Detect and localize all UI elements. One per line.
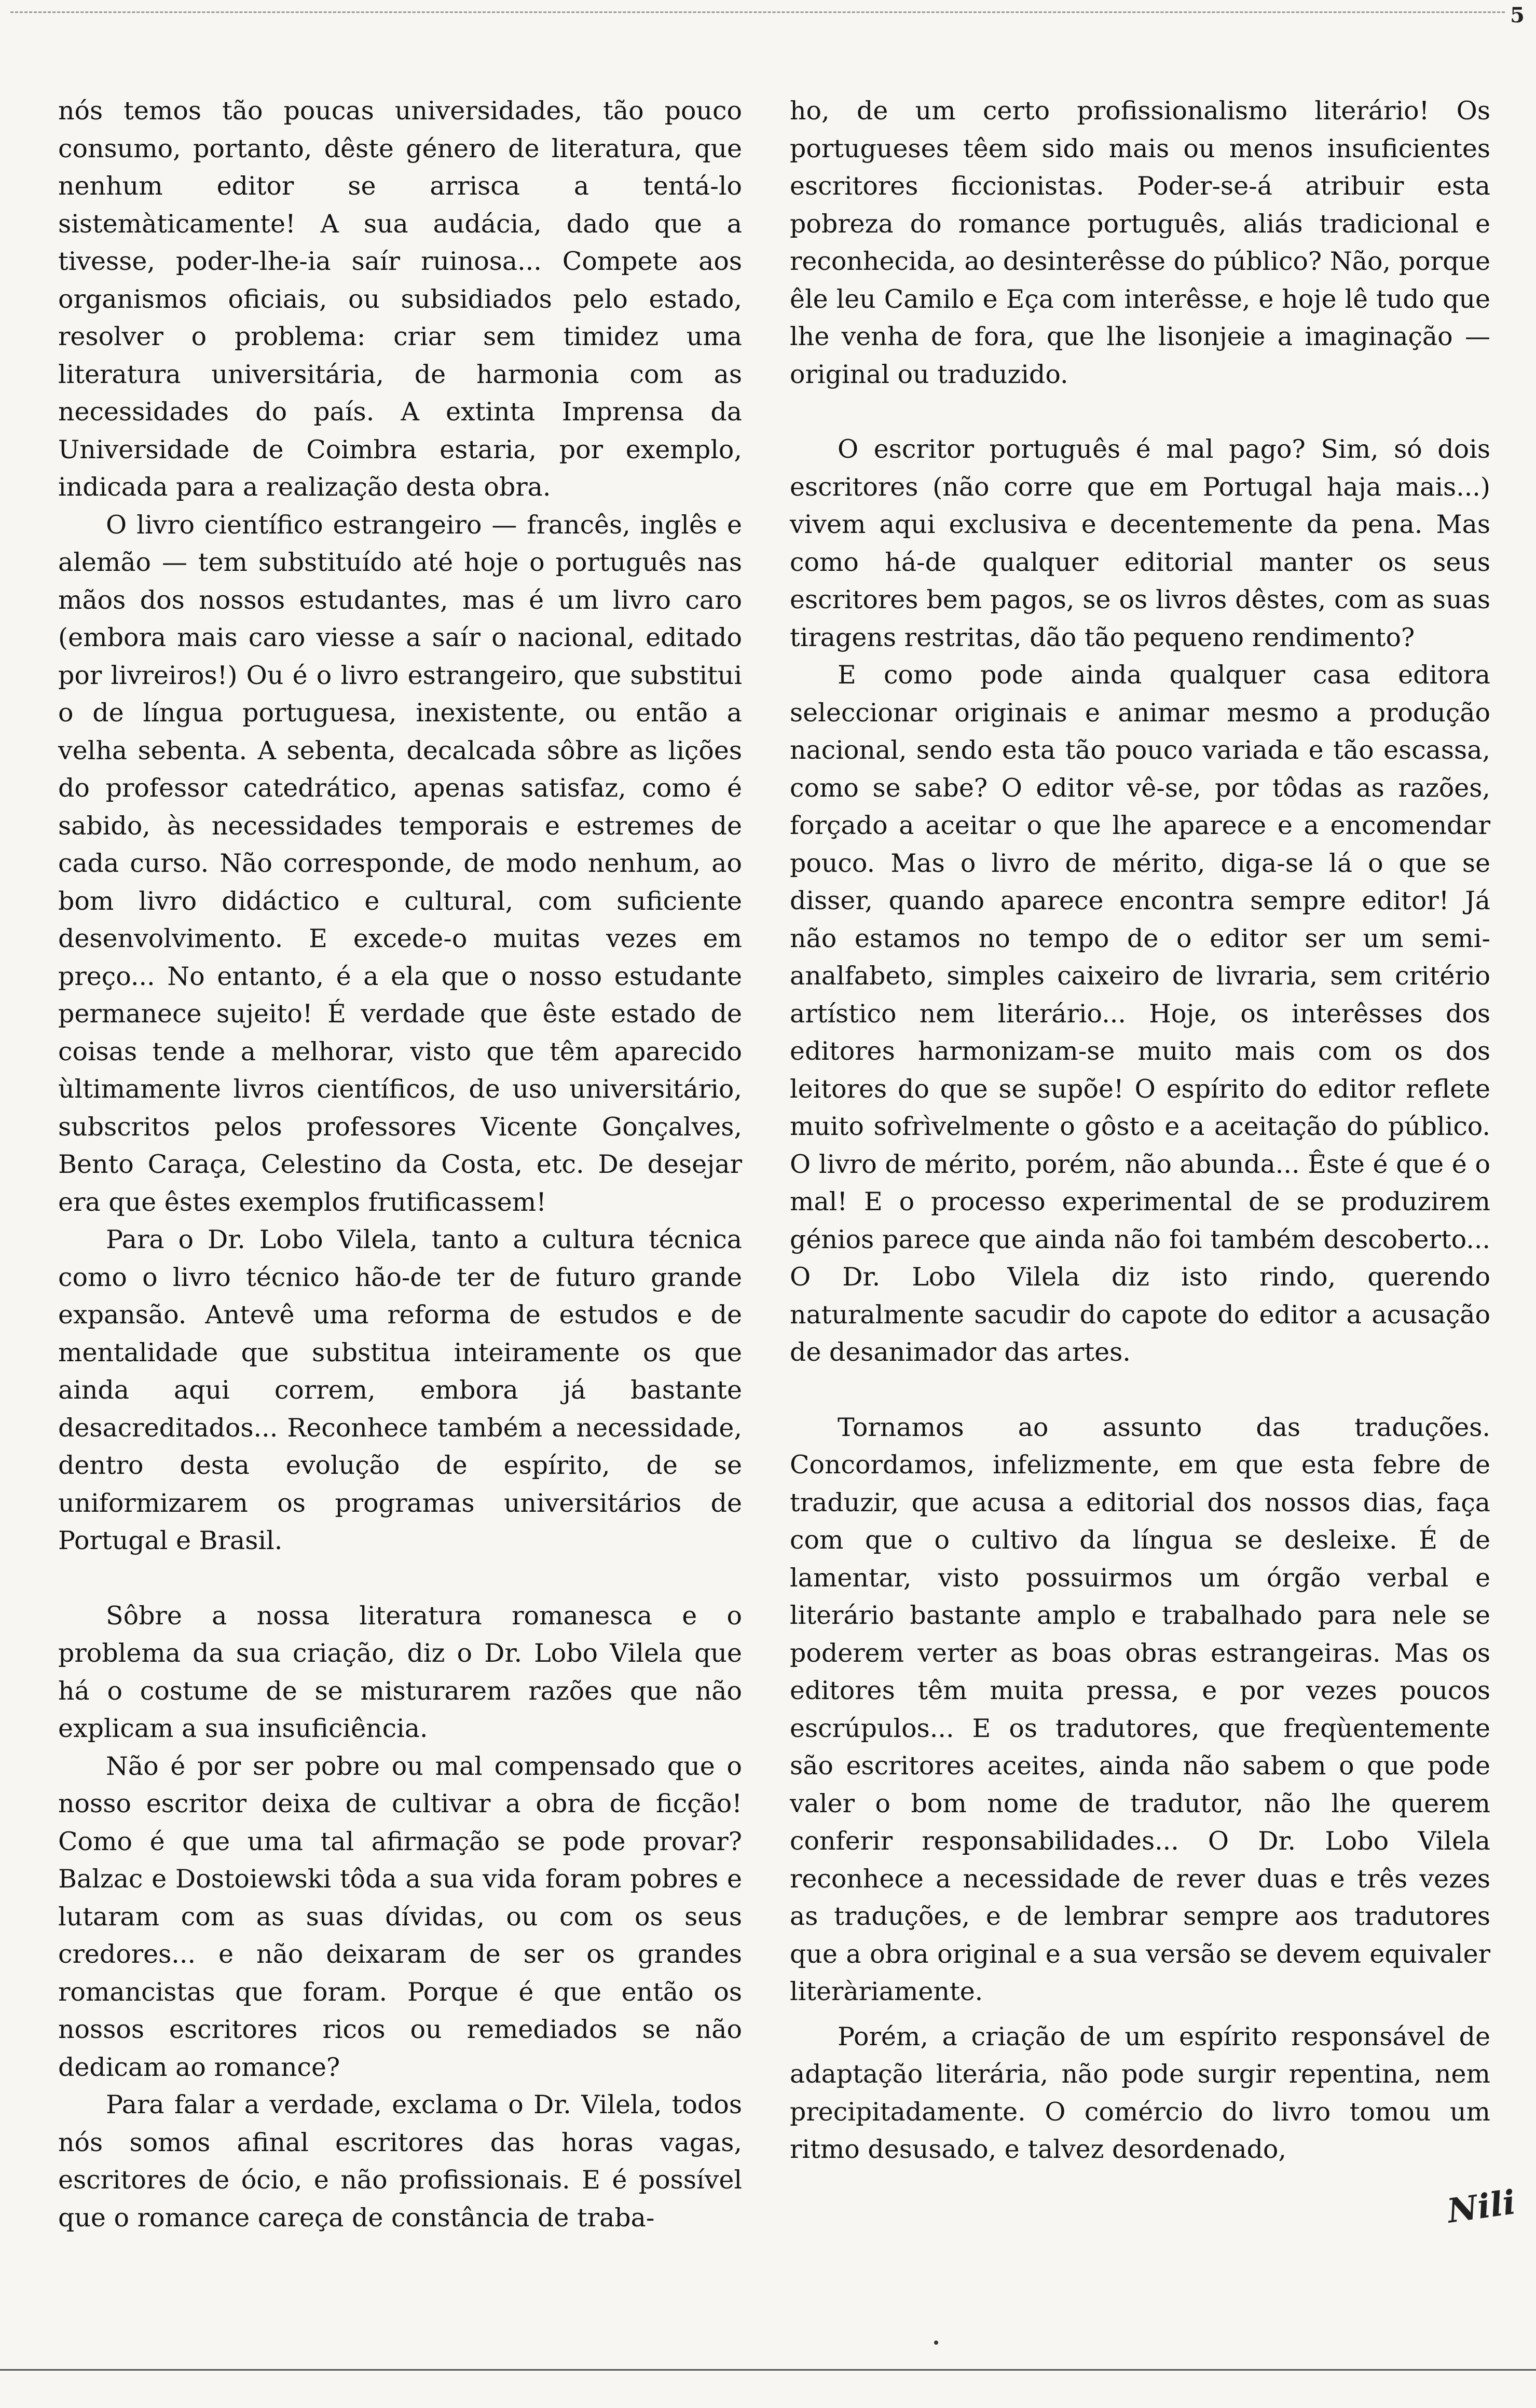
bottom-rule <box>0 2369 1536 2371</box>
right-column <box>790 92 1490 2169</box>
paragraph: Tornamos ao assunto das traduções. Concordamos, infelizmente, em que esta febre de traduzir, que acusa a editorial dos nossos dias, faça com que o cultivo da língua se desleixe. É de lamentar, visto possuirmos um órgão verbal e literário bastante amplo e trabalhado para nele se poderem verter as boas obras estrangeiras. Mas os editores têm muita pressa, e por vezes poucos escrúpulos... E os tradutores, que freqùentemente são escritores aceites, ainda não sabem o que pode valer o bom nome de tradutor, não lhe querem conferir responsabilidades... O Dr. Lobo Vilela reconhece a necessidade de rever duas e três vezes as traduções, e de lembrar sempre aos tradutores que a obra original e a sua versão se devem equivaler literàriamente. <box>790 1412 1490 2006</box>
paragraph: Não é por ser pobre ou mal compensado que o nosso escritor deixa de cultivar a obra de ficção! Como é que uma tal afirmação se pode provar? Balzac e Dostoiewski tôda a sua vida foram pobres e lutaram com as suas dívidas, ou com os seus credores... e não deixaram de ser os grandes romancistas que foram. Porque é que então os nossos escritores ricos ou remediados se não dedicam ao romance? <box>58 1751 742 2082</box>
paragraph: O escritor português é mal pago? Sim, só dois escritores (não corre que em Portugal haja mais...) vivem aqui exclusiva e decentemente da pena. Mas como há-de qualquer editorial manter os seus escritores bem pagos, se os livros dêstes, com as suas tiragens restritas, dão tão pequeno rendimento? <box>790 434 1490 652</box>
paragraph: ho, de um certo profissionalismo literário! Os portugueses têem sido mais ou menos insuficientes escritores ficcionistas. Poder-se-á atribuir esta pobreza do romance português, aliás tradicional e reconhecida, ao desinterêsse do público? Não, porque êle leu Camilo e Eça com interêsse, e hoje lê tudo que lhe venha de fora, que lhe lisonjeie a imaginação — original ou traduzido. <box>790 96 1490 389</box>
paragraph: Sôbre a nossa literatura romanesca e o problema da sua criação, diz o Dr. Lobo Vilela que há o costume de se misturarem razões que não explicam a sua insuficiência. <box>58 1600 742 1743</box>
paragraph: E como pode ainda qualquer casa editora seleccionar originais e animar mesmo a produção nacional, sendo esta tão pouco variada e tão escassa, como se sabe? O editor vê-se, por tôdas as razões, forçado a aceitar o que lhe aparece e a encomendar pouco. Mas o livro de mérito, diga-se lá o que se disser, quando aparece encontra sempre editor! Já não estamos no tempo de o editor ser um semi-analfabeto, simples caixeiro de livraria, sem critério artístico nem literário... Hoje, os interêsses dos editores harmonizam-se muito mais com os dos leitores do que se supõe! O espírito do editor reflete muito sofrìvelmente o gôsto e a aceitação do público. O livro de mérito, porém, não abunda... Êste é que é o mal! E o processo experimental de se produzirem génios parece que ainda não foi também descoberto... O Dr. Lobo Vilela diz isto rindo, querendo naturalmente sacudir do capote do editor a acusação de desanimador das artes. <box>790 660 1490 1367</box>
page-number: 5 <box>1510 3 1525 28</box>
top-rule <box>10 11 1505 13</box>
paragraph: O livro científico estrangeiro — francês, inglês e alemão — tem substituído até hoje o português nas mãos dos nossos estudantes, mas é um livro caro (embora mais caro viesse a saír o nacional, editado por livreiros!) Ou é o livro estrangeiro, que substitui o de língua portuguesa, inexistente, ou então a velha sebenta. A sebenta, decalcada sôbre as lições do professor catedrático, apenas satisfaz, como é sabido, às necessidades temporais e estremes de cada curso. Não corresponde, de modo nenhum, ao bom livro didáctico e cultural, com suficiente desenvolvimento. E excede-o muitas vezes em preço... No entanto, é a ela que o nosso estudante permanece sujeito! É verdade que êste estado de coisas tende a melhorar, visto que têm aparecido ùltimamente livros científicos, de uso universitário, subscritos pelos professores Vicente Gonçalves, Bento Caraça, Celestino da Costa, etc. De desejar era que êstes exemplos frutificassem! <box>58 510 742 1217</box>
paragraph: Porém, a criação de um espírito responsável de adaptação literária, não pode surgir repentina, nem precipitadamente. O comércio do livro tomou um ritmo desusado, e talvez desordenado, <box>790 2021 1490 2164</box>
paragraph: Para o Dr. Lobo Vilela, tanto a cultura técnica como o livro técnico hão-de ter de futuro grande expansão. Antevê uma reforma de estudos e de mentalidade que substitua inteiramente os que ainda aqui correm, embora já bastante desacreditados... Reconhece também a necessidade, dentro desta evolução de espírito, de se uniformizarem os programas universitários de Portugal e Brasil. <box>58 1225 742 1555</box>
left-column <box>58 92 742 2237</box>
ink-dot <box>934 2341 938 2345</box>
paragraph: Para falar a verdade, exclama o Dr. Vilela, todos nós somos afinal escritores das horas vagas, escritores de ócio, e não profissionais. E é possível que o romance careça de constância de traba- <box>58 2090 742 2233</box>
paragraph: nós temos tão poucas universidades, tão pouco consumo, portanto, dêste género de literatura, que nenhum editor se arrisca a tentá-lo sistemàticamente! A sua audácia, dado que a tivesse, poder-lhe-ia saír ruinosa... Compete aos organismos oficiais, ou subsidiados pelo estado, resolver o problema: criar sem timidez uma literatura universitária, de harmonia com as necessidades do país. A extinta Imprensa da Universidade de Coimbra estaria, por exemplo, indicada para a realização desta obra. <box>58 96 742 502</box>
signature: Nili <box>1444 2183 1518 2231</box>
